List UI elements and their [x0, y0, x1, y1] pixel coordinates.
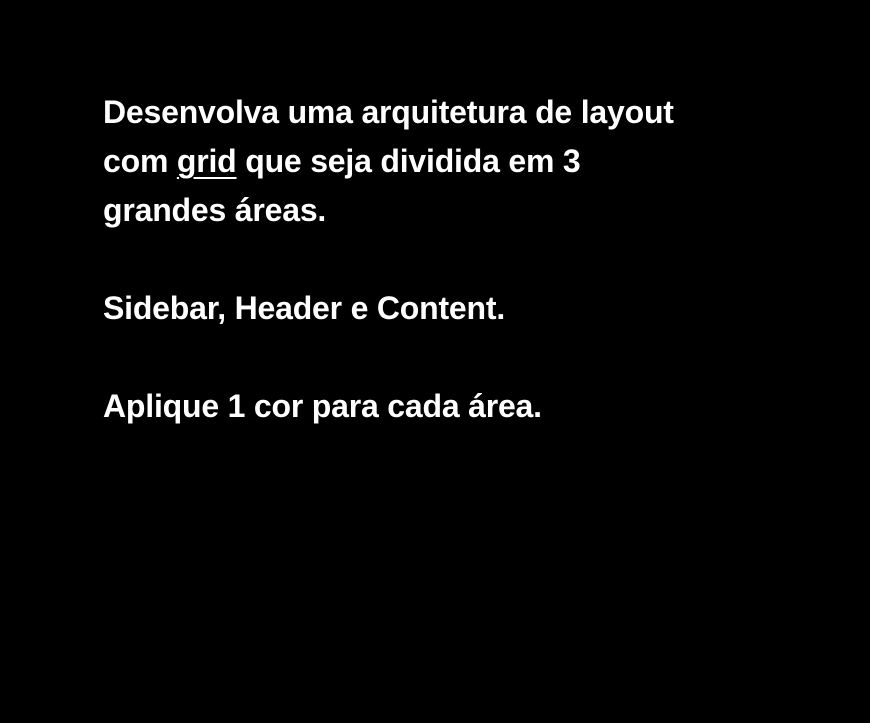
- grid-keyword: grid: [176, 143, 237, 179]
- instruction-line-2-end: que seja dividida em 3: [236, 143, 581, 179]
- instruction-line-2: [103, 137, 843, 186]
- instruction-paragraph-2: Sidebar, Header e Content.: [103, 290, 506, 326]
- instruction-text-block: [103, 88, 843, 431]
- instruction-line-1: Desenvolva uma arquitetura de layout: [103, 94, 674, 130]
- instruction-paragraph-3: Aplique 1 cor para cada área.: [103, 388, 542, 424]
- instruction-line-2-start: com: [103, 143, 177, 179]
- instruction-line-3: grandes áreas.: [103, 192, 327, 228]
- instruction-paragraph-1: [103, 88, 843, 235]
